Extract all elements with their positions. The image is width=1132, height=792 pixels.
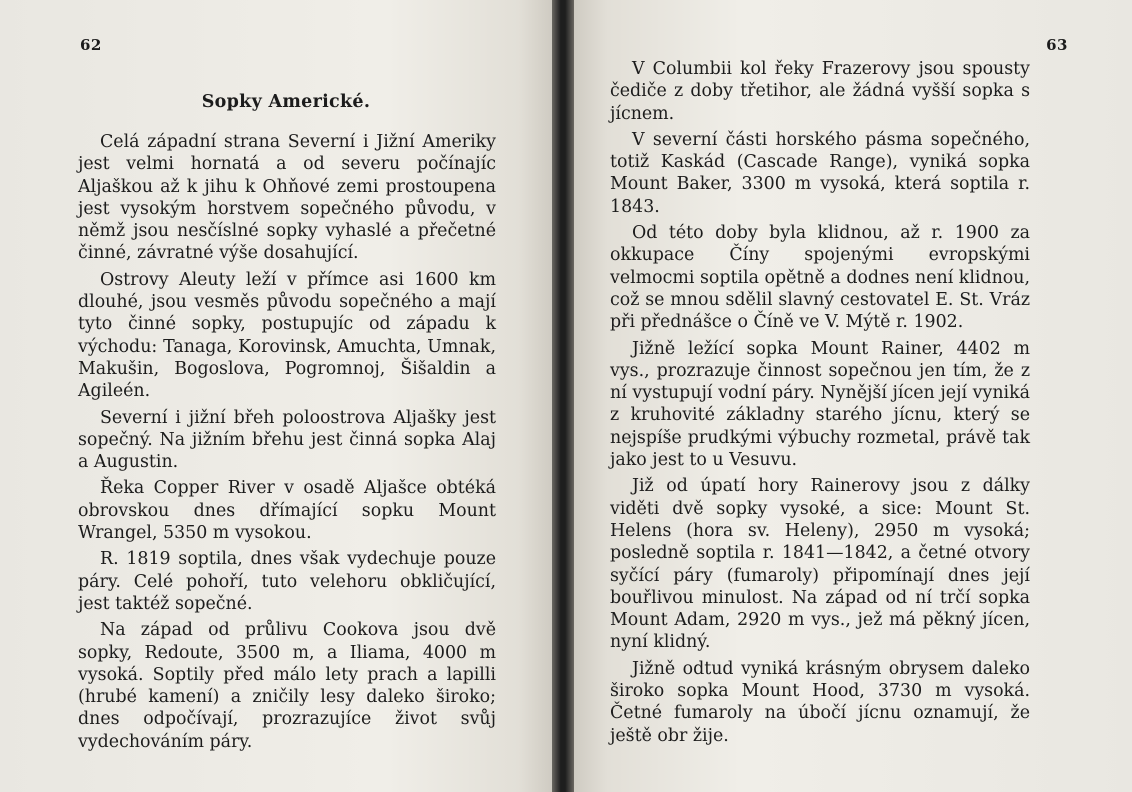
chapter-heading: Sopky Americké. xyxy=(201,92,371,112)
paragraph: R. 1819 soptila, dnes však vydechuje pouze páry. Celé pohoří, tuto velehoru obkličující, jest taktéž sopečné. xyxy=(78,549,496,614)
paragraph: Jižně ležící sopka Mount Rainer, 4402 m vys., prozrazuje činnost sopečnou jen tím, že z ní vystupují vodní páry. Nynější jícen její vyniká z kruhovité základny starého jícnu, který se nejspíše prudkými výbuchy rozmetal, právě tak jako jest to u Vesuvu. xyxy=(610,338,1030,471)
paragraph: Od této doby byla klidnou, až r. 1900 za okkupace Číny spojenými evropskými velmocmi soptila opětně a dodnes není klidnou, což se mnou sdělil slavný cestovatel E. St. Vráz při přednášce o Číně ve V. Mýtě r. 1902. xyxy=(610,223,1030,333)
paragraph: Severní i jižní břeh poloostrova Aljašky jest sopečný. Na jižním břehu jest činná sopka Alaj a Augustin. xyxy=(78,407,496,473)
paragraph: Již od úpatí hory Rainerovy jsou z dálky viděti dvě sopky vysoké, a sice: Mount St. Helens (hora sv. Heleny), 2950 m vysoká; posledně soptila r. 1841—1842, a četné otvory syčící páry (fumaroly) připomínají dnes její bouřlivou minulost. Na západ od ní trčí sopka Mount Adam, 2920 m vys., jež má pěkný jícen, nyní klidný. xyxy=(610,476,1030,653)
paragraph: Celá západní strana Severní i Jižní Ameriky jest velmi hornatá a od severu počínajíc Aljaškou až k jihu k Ohňové zemi prostoupena jest vysokým horstvem sopečného původu, v němž jsou nesčíslné sopky vyhaslé a přečetné činné, závratné výše dosahující. xyxy=(78,132,496,264)
paragraph: V severní části horského pásma sopečného, totiž Kaskád (Cascade Range), vyniká sopka Mount Baker, 3300 m vysoká, která soptila r. 1843. xyxy=(610,129,1030,217)
paragraph: Jižně odtud vyniká krásným obrysem daleko široko sopka Mount Hood, 3730 m vysoká. Četné fumaroly na úbočí jícnu oznamují, že ještě obr žije. xyxy=(610,658,1030,746)
page-number-right: 63 xyxy=(1046,36,1068,54)
book-gutter xyxy=(552,0,574,792)
right-page xyxy=(574,0,1132,792)
paragraph: Na západ od průlivu Cookova jsou dvě sopky, Redoute, 3500 m, a Iliama, 4000 m vysoká. Soptily před málo lety prach a lapilli (hrubé kamení) a zničily lesy daleko široko; dnes odpočívají, prozrazujíce život svůj vydechováním páry. xyxy=(78,620,496,752)
left-page-text xyxy=(78,131,496,753)
page-number-left: 62 xyxy=(80,36,102,54)
paragraph: Ostrovy Aleuty leží v přímce asi 1600 km dlouhé, jsou vesměs původu sopečného a mají tyto činné sopky, postupujíc od západu k východu: Tanaga, Korovinsk, Amuchta, Umnak, Makušin, Bogoslova, Pogromnoj, Šišaldin a Agileén. xyxy=(78,269,496,402)
paragraph: Řeka Copper River v osadě Aljašce obtéká obrovskou dnes dřímající sopku Mount Wrangel, 5350 m vysokou. xyxy=(78,478,496,544)
right-page-text xyxy=(610,58,1030,747)
left-page xyxy=(0,0,552,792)
paragraph: V Columbii kol řeky Frazerovy jsou spousty čediče z doby třetihor, ale žádná vyšší sopka s jícnem. xyxy=(610,59,1030,124)
